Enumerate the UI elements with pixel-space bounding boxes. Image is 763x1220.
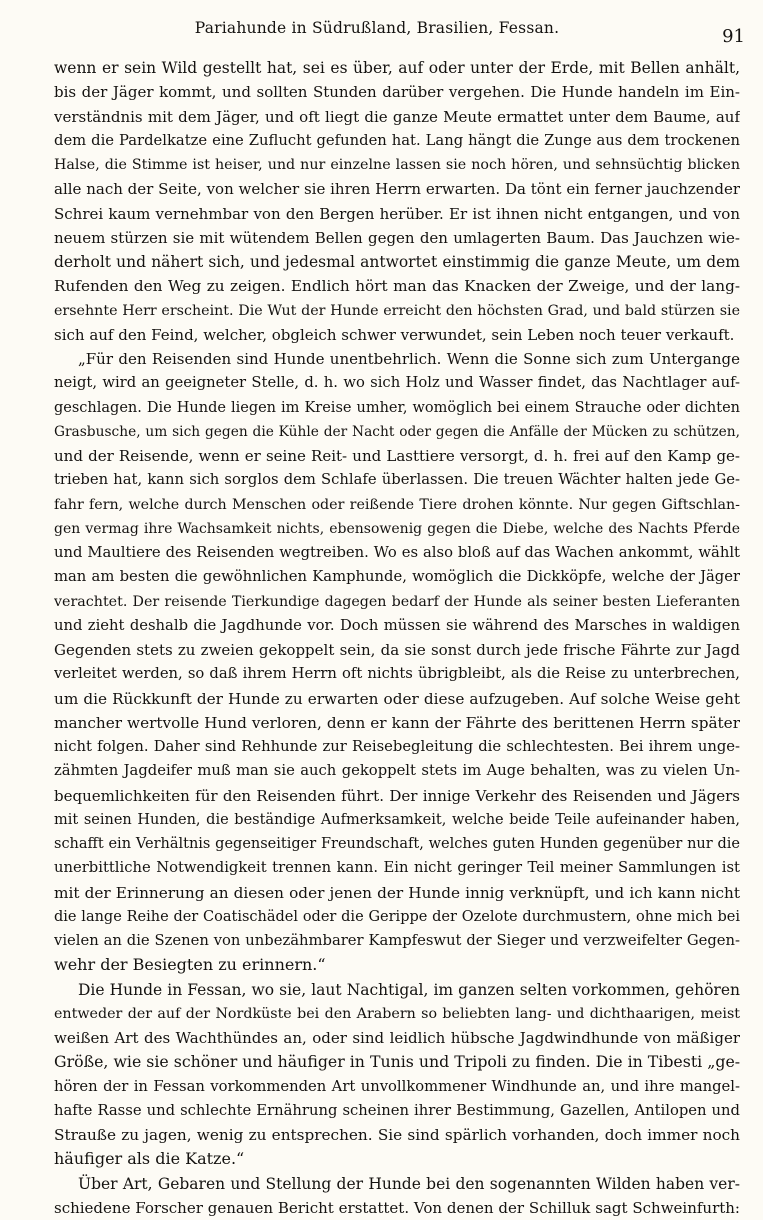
text-line: verachtet. Der reisende Tierkundige dagegen bedarf der Hunde als seiner besten Lieferanten bbox=[54, 593, 740, 610]
text-line: man am besten die gewöhnlichen Kamphunde, womöglich die Dickköpfe, welche der Jäger bbox=[54, 568, 740, 586]
text-line: häufiger als die Katze.“ bbox=[54, 1149, 245, 1169]
text-line: nicht folgen. Daher sind Rehhunde zur Reisebegleitung die schlechtesten. Bei ihrem unge- bbox=[54, 738, 740, 755]
text-line: Halse, die Stimme ist heiser, und nur einzelne lassen sie noch hören, und sehnsüchtig blicken bbox=[54, 157, 740, 173]
text-line: dem die Pardelkatze eine Zuflucht gefunden hat. Lang hängt die Zunge aus dem trockenen bbox=[54, 131, 740, 149]
text-line: geschlagen. Die Hunde liegen im Kreise umher, womöglich bei einem Strauche oder dichten bbox=[54, 399, 740, 416]
text-line: zähmten Jagdeifer muß man sie auch gekoppelt stets im Auge behalten, was zu vielen Un- bbox=[54, 762, 740, 780]
text-line: vielen an die Szenen von unbezähmbarer Kampfeswut der Sieger und verzweifelter Gegen- bbox=[54, 932, 740, 949]
text-line: sich auf den Feind, welcher, obgleich schwer verwundet, sein Leben noch teuer verkauft. bbox=[54, 325, 735, 344]
text-line: fahr fern, welche durch Menschen oder reißende Tiere drohen könnte. Nur gegen Giftschlan- bbox=[54, 496, 740, 513]
text-line: und Maultiere des Reisenden wegtreiben. Wo es also bloß auf das Wachen ankommt, wählt bbox=[54, 544, 740, 561]
text-line: Die Hunde in Fessan, wo sie, laut Nachtigal, im ganzen selten vorkommen, gehören bbox=[78, 980, 740, 999]
text-line: mit der Erinnerung an diesen oder jenen der Hunde innig verknüpft, und ich kann nicht bbox=[54, 883, 740, 902]
text-line: und zieht deshalb die Jagdhunde vor. Doch müssen sie während des Marsches in waldigen bbox=[54, 616, 740, 634]
page-number: 91 bbox=[722, 26, 745, 47]
text-line: neuem stürzen sie mit wütendem Bellen gegen den umlagerten Baum. Das Jauchzen wie- bbox=[54, 228, 740, 247]
text-line: trieben hat, kann sich sorglos dem Schlafe überlassen. Die treuen Wächter halten jede Ge- bbox=[54, 471, 740, 489]
text-line: ersehnte Herr erscheint. Die Wut der Hunde erreicht den höchsten Grad, und bald stürzen sie bbox=[54, 302, 740, 319]
text-line: neigt, wird an geeigneter Stelle, d. h. wo sich Holz und Wasser findet, das Nachtlager auf- bbox=[54, 374, 740, 392]
text-line: verständnis mit dem Jäger, und oft liegt die ganze Meute ermattet unter dem Baume, auf bbox=[54, 107, 740, 126]
text-line: Grasbusche, um sich gegen die Kühle der Nacht oder gegen die Anfälle der Mücken zu schützen, bbox=[54, 423, 740, 440]
text-line: schiedene Forscher genauen Bericht erstattet. Von denen der Schilluk sagt Schweinfurth: bbox=[54, 1198, 740, 1217]
text-line: Über Art, Gebaren und Stellung der Hunde bei den sogenannten Wilden haben ver- bbox=[78, 1174, 740, 1193]
text-line: hören der in Fessan vorkommenden Art unvollkommener Windhunde an, und ihre mangel- bbox=[54, 1077, 740, 1095]
text-line: wehr der Besiegten zu erinnern.“ bbox=[54, 955, 326, 975]
text-line: entweder der auf der Nordküste bei den Arabern so beliebten lang- und dichthaarigen, meist bbox=[54, 1005, 740, 1022]
text-line: mancher wertvolle Hund verloren, denn er kann der Fährte des berittenen Herrn später bbox=[54, 713, 740, 732]
text-line: mit seinen Hunden, die beständige Aufmerksamkeit, welche beide Teile aufeinander haben, bbox=[54, 811, 740, 828]
text-line: verleitet werden, so daß ihrem Herrn oft nichts übrigbleibt, als die Reise zu unterbrechen, bbox=[54, 665, 740, 683]
running-head: Pariahunde in Südrußland, Brasilien, Fessan. bbox=[194, 19, 560, 37]
text-line: hafte Rasse und schlechte Ernährung scheinen ihrer Bestimmung, Gazellen, Antilopen und bbox=[54, 1101, 740, 1119]
text-line: unerbittliche Notwendigkeit trennen kann. Ein nicht geringer Teil meiner Sammlungen ist bbox=[54, 859, 740, 877]
text-line: Schrei kaum vernehmbar von den Bergen herüber. Er ist ihnen nicht entgangen, und von bbox=[54, 204, 740, 223]
text-line: „Für den Reisenden sind Hunde unentbehrlich. Wenn die Sonne sich zum Untergange bbox=[78, 350, 740, 368]
text-line: bis der Jäger kommt, und sollten Stunden darüber vergehen. Die Hunde handeln im Ein- bbox=[54, 83, 740, 102]
text-line: und der Reisende, wenn er seine Reit- und Lasttiere versorgt, d. h. frei auf den Kamp ge- bbox=[54, 447, 740, 465]
text-line: Rufenden den Weg zu zeigen. Endlich hört man das Knacken der Zweige, und der lang- bbox=[54, 277, 740, 296]
text-line: alle nach der Seite, von welcher sie ihren Herrn erwarten. Da tönt ein ferner jauchzender bbox=[54, 180, 740, 199]
text-line: wenn er sein Wild gestellt hat, sei es über, auf oder unter der Erde, mit Bellen anhält, bbox=[54, 59, 740, 77]
text-line: Gegenden stets zu zweien gekoppelt sein, da sie sonst durch jede frische Fährte zur Jagd bbox=[54, 641, 740, 659]
text-line: gen vermag ihre Wachsamkeit nichts, ebensowenig gegen die Diebe, welche des Nachts Pferde bbox=[54, 520, 740, 537]
text-line: Größe, wie sie schöner und häufiger in Tunis und Tripoli zu finden. Die in Tibesti „ge- bbox=[54, 1052, 740, 1072]
text-line: um die Rückkunft der Hunde zu erwarten oder diese aufzugeben. Auf solche Weise geht bbox=[54, 689, 740, 708]
text-line: schafft ein Verhältnis gegenseitiger Freundschaft, welches guten Hunden gegenüber nur die bbox=[54, 836, 740, 852]
text-line: bequemlichkeiten für den Reisenden führt. Der innige Verkehr des Reisenden und Jägers bbox=[54, 786, 740, 805]
text-line: die lange Reihe der Coatischädel oder die Gerippe der Ozelote durchmustern, ohne mich bei bbox=[54, 908, 740, 925]
text-line: weißen Art des Wachthündes an, oder sind leidlich hübsche Jagdwindhunde von mäßiger bbox=[54, 1029, 740, 1047]
text-line: Strauße zu jagen, wenig zu entsprechen. Sie sind spärlich vorhanden, doch immer noch bbox=[54, 1126, 740, 1144]
text-line: derholt und nähert sich, und jedesmal antwortet einstimmig die ganze Meute, um dem bbox=[54, 253, 740, 271]
